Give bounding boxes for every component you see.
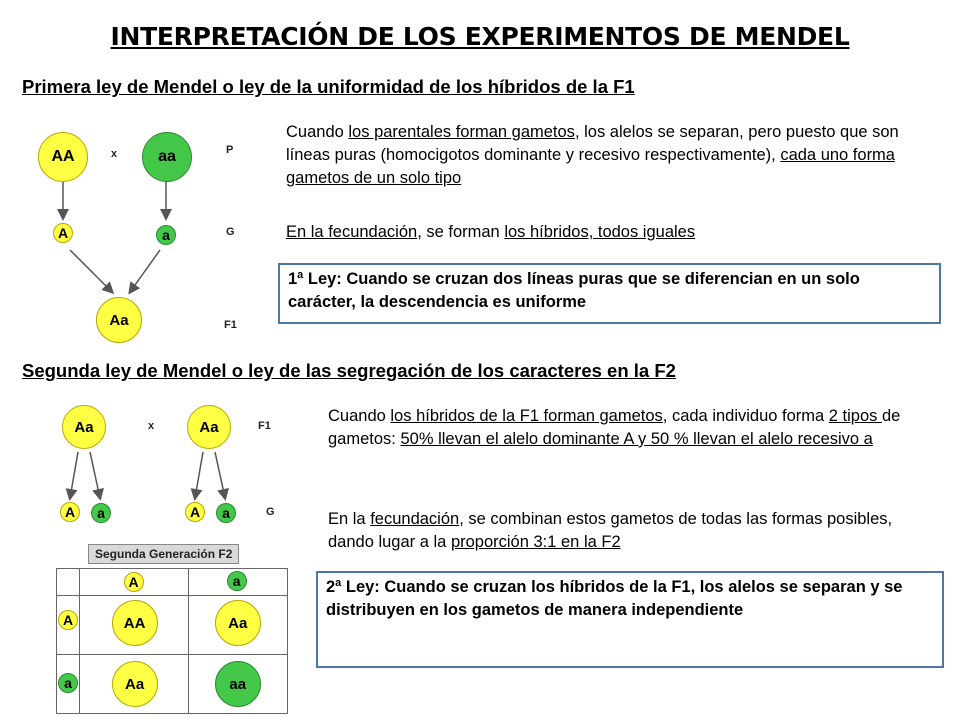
f1-parent-1: Aa	[62, 405, 106, 449]
law1-paragraph-2	[286, 221, 936, 244]
text-underlined: 50% llevan el alelo dominante A y 50 % llevan el alelo recesivo a	[400, 430, 873, 448]
law2-paragraph-2	[328, 508, 938, 554]
law1-diagram	[30, 120, 270, 350]
gamete-recessive: a	[216, 503, 236, 523]
genotype-aa-recessive: aa	[215, 661, 261, 707]
law2-paragraph-1	[328, 405, 938, 451]
f1-parent-2: Aa	[187, 405, 231, 449]
punnett-cell	[79, 655, 188, 714]
parent-aa-dominant: AA	[38, 132, 88, 182]
gamete-dominant: A	[53, 223, 73, 243]
gamete-dominant: A	[185, 502, 205, 522]
text-underlined: fecundación	[370, 510, 460, 528]
text: En la	[328, 510, 371, 528]
gamete-recessive: a	[156, 225, 176, 245]
punnett-row-dominant	[57, 596, 288, 655]
genotype-aa-dominant: AA	[112, 600, 158, 646]
row-label-f1: F1	[258, 420, 271, 432]
text-underlined: En la fecundación	[286, 223, 418, 241]
text-underlined: los híbridos, todos iguales	[504, 223, 696, 241]
gamete-dominant: A	[60, 502, 80, 522]
law1-heading: Primera ley de Mendel o ley de la uniformidad de los híbridos de la F1	[22, 76, 635, 97]
law2-diagram	[48, 400, 288, 710]
text-underlined: los híbridos de la F1 forman gametos	[390, 407, 663, 425]
row-label-p: P	[226, 144, 234, 156]
punnett-row-header	[57, 655, 80, 714]
row-label-g: G	[266, 506, 275, 518]
text: , los alelos se separan, pero puesto que son líneas puras (homocigotos dominante y recesivo respectivamente),	[286, 123, 899, 164]
text: Cuando	[328, 407, 391, 425]
gamete-recessive: a	[227, 571, 247, 591]
gamete-dominant: A	[58, 610, 78, 630]
genotype-hybrid: Aa	[112, 661, 158, 707]
text-underlined: los parentales forman gametos	[348, 123, 575, 141]
parent-aa-recessive: aa	[142, 132, 192, 182]
punnett-col-header	[188, 569, 287, 596]
text: de gametos:	[328, 407, 901, 448]
text: , cada individuo forma	[662, 407, 829, 425]
law1-paragraph-1	[286, 121, 936, 190]
punnett-header-row	[57, 569, 288, 596]
punnett-row-recessive	[57, 655, 288, 714]
law2-heading: Segunda ley de Mendel o ley de las segregación de los caracteres en la F2	[22, 360, 676, 381]
gamete-recessive: a	[58, 673, 78, 693]
text-underlined: proporción 3:1 en la F2	[450, 533, 621, 551]
text: , se combinan estos gametos de todas las formas posibles, dando lugar a la	[328, 510, 893, 551]
punnett-corner	[57, 569, 80, 596]
punnett-cell	[188, 596, 287, 655]
text-underlined: 2 tipos	[828, 407, 882, 425]
gamete-dominant: A	[124, 572, 144, 592]
text-underlined: cada uno forma gametos de un solo tipo	[286, 146, 895, 187]
punnett-square	[56, 568, 288, 714]
punnett-col-header	[79, 569, 188, 596]
punnett-cell	[188, 655, 287, 714]
law2-statement-box: 2ª Ley: Cuando se cruzan los híbridos de la F1, los alelos se separan y se distribuyen en los gametos de manera independiente	[316, 571, 944, 668]
f2-title: Segunda Generación F2	[88, 544, 239, 564]
punnett-row-header	[57, 596, 80, 655]
text: , se forman	[417, 223, 505, 241]
cross-symbol: x	[148, 420, 155, 432]
genotype-hybrid: Aa	[215, 600, 261, 646]
cross-symbol: x	[111, 148, 118, 160]
row-label-f1: F1	[224, 319, 237, 331]
offspring-hybrid: Aa	[96, 297, 142, 343]
text: Cuando	[286, 123, 349, 141]
punnett-cell	[79, 596, 188, 655]
row-label-g: G	[226, 226, 235, 238]
gamete-recessive: a	[91, 503, 111, 523]
law1-statement-box: 1ª Ley: Cuando se cruzan dos líneas puras que se diferencian en un solo carácter, la descendencia es uniforme	[278, 263, 941, 324]
page-title: INTERPRETACIÓN DE LOS EXPERIMENTOS DE MENDEL	[110, 22, 850, 51]
